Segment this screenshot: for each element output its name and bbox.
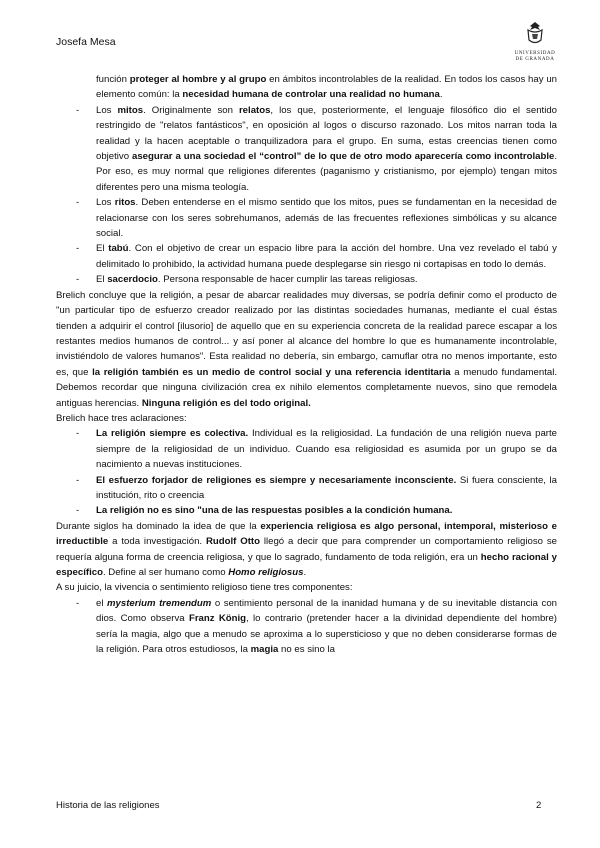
- list-item-ritos: - Los ritos. Deben entenderse en el mismo sentido que los mitos, pues se fundamentan en la necesidad de relacionarse con los seres sobrehumanos, además de las frecuentes reflexiones simbólicas y su alcance social.: [76, 197, 557, 240]
- paragraph: Durante siglos ha dominado la idea de que la experiencia religiosa es algo personal, intemporal, misterioso e irreductible a toda investigación. Rudolf Otto llegó a decir que para comprender un comportamiento religioso se requería alguna forma de creencia religiosa, y que lo sagrado, fundamento de toda religión, era un hecho racional y específico. Define al ser humano como Homo religiosus.: [56, 520, 557, 578]
- list-item-colectiva: - La religión siempre es colectiva. Individual es la religiosidad. La fundación de una religión nueva parte siempre de la religiosidad de un individuo. Cuando esa religiosidad es asumida por un grupo se da nacimiento a nuevas instituciones.: [76, 428, 557, 471]
- list-item-mysterium: - el mysterium tremendum o sentimiento personal de la inanidad humana y de su inevitable distancia con dios. Como observa Franz König, lo contrario (pretender hacer a la divinidad dependiente del hombre) sería la magia, algo que a menudo se aproxima a lo supersticioso y que no deben considerarse formas de la religión. Para otros estudiosos, la magia no es sino la: [76, 597, 557, 656]
- page-number: 2: [536, 800, 542, 811]
- paragraph: Brelich hace tres aclaraciones:: [56, 412, 187, 424]
- document-body: [56, 72, 557, 657]
- paragraph: A su juicio, la vivencia o sentimiento religioso tiene tres componentes:: [56, 582, 353, 594]
- header-author: Josefa Mesa: [56, 36, 116, 48]
- logo-text-1: UNIVERSIDAD: [514, 51, 556, 56]
- paragraph: Brelich concluye que la religión, a pesar de abarcar realidades muy diversas, se podría definir como el producto de "un particular tipo de esfuerzo creador realizado por las distintas sociedades humanas, mediante el cual éstas tienden a adquirir el control [ilusorio] de aquello que en su experiencia concreta de la realidad parece escapar a los restantes medios humanos de control... y así poner al alcance del hombre lo que es humanamente incontrolable, invistiéndolo de valores humanos". Esta realidad no debería, sin embargo, camuflar otra no menos importante, esto es, que la religión también es un medio de control social y una referencia identitaria a menudo fundamental. Debemos recordar que ninguna civilización crea ex nihilo elementos completamente nuevos, sino que remodela antiguas herencias. Ninguna religión es del todo original.: [56, 289, 557, 409]
- paragraph: función proteger al hombre y al grupo en ámbitos incontrolables de la realidad. En todos los casos hay un elemento común: la necesidad humana de controlar una realidad no humana.: [96, 74, 557, 101]
- footer-title: Historia de las religiones: [56, 800, 160, 811]
- list-item-mitos: - Los mitos. Originalmente son relatos, los que, posteriormente, el lenguaje filosófico dio el sentido restringido de "relatos fantásticos", en oposición al logos o discurso razonado. Los mitos narran toda la realidad y la hacen aceptable o tranquilizadora para el grupo. En suma, estas creencias tienen como objetivo asegurar a una sociedad el “control” de lo que de otro modo aparecería como incontrolable. Por eso, es muy normal que religiones diferentes (paganismo y cristianismo, por ejemplo) tengan mitos diferentes pero una misma teología.: [76, 104, 557, 193]
- university-logo: [500, 20, 570, 63]
- crest-icon: [520, 20, 550, 46]
- logo-text-2: DE GRANADA: [515, 57, 555, 62]
- list-item-respuestas: - La religión no es sino "una de las respuestas posibles a la condición humana.: [76, 505, 453, 517]
- list-item-inconsciente: - El esfuerzo forjador de religiones es siempre y necesariamente inconsciente. Si fuera consciente, la institución, rito o creencia: [76, 474, 558, 501]
- list-item-tabu: - El tabú. Con el objetivo de crear un espacio libre para la acción del hombre. Una vez revelado el tabú y delimitado lo prohibido, la actividad humana puede desplegarse sin riesgo ni cortapisas en todo lo demás.: [76, 243, 557, 270]
- list-item-sacerdocio: - El sacerdocio. Persona responsable de hacer cumplir las tareas religiosas.: [76, 274, 418, 286]
